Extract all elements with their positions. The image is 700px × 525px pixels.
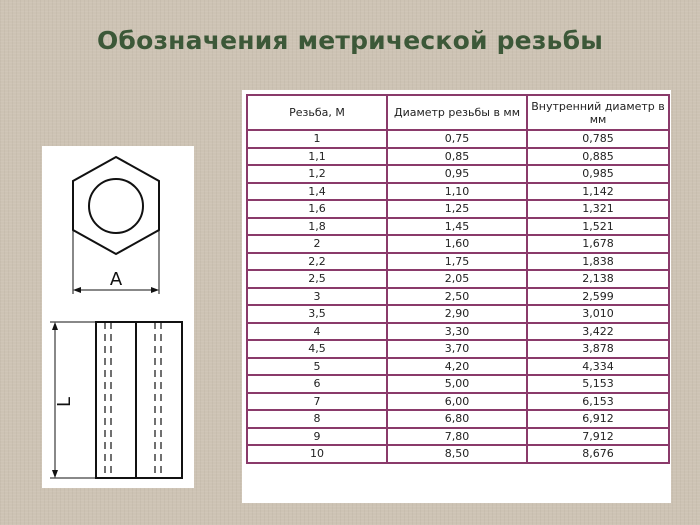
cell-thread-diameter: 8,50	[387, 445, 527, 463]
cell-inner-diameter: 6,153	[527, 393, 669, 411]
table-row	[247, 253, 669, 271]
table-row	[247, 445, 669, 463]
cell-thread-size: 1	[247, 130, 387, 148]
header-inner-diameter: Внутренний диаметр в мм	[527, 95, 669, 130]
table-row	[247, 428, 669, 446]
cell-inner-diameter: 3,422	[527, 323, 669, 341]
cell-inner-diameter: 8,676	[527, 445, 669, 463]
cell-thread-diameter: 0,95	[387, 165, 527, 183]
nut-side-outline	[96, 322, 182, 478]
cell-inner-diameter: 5,153	[527, 375, 669, 393]
cell-thread-diameter: 5,00	[387, 375, 527, 393]
cell-thread-diameter: 2,50	[387, 288, 527, 306]
dimension-label-a: А	[109, 269, 123, 290]
table-row	[247, 270, 669, 288]
cell-thread-diameter: 1,60	[387, 235, 527, 253]
cell-thread-diameter: 1,45	[387, 218, 527, 236]
table-row	[247, 183, 669, 201]
table-row	[247, 375, 669, 393]
thread-table-panel	[242, 90, 671, 503]
nut-drawing-panel	[42, 146, 194, 488]
dimension-label-l: L	[54, 396, 75, 408]
cell-thread-size: 3,5	[247, 305, 387, 323]
cell-thread-size: 1,2	[247, 165, 387, 183]
cell-thread-diameter: 1,25	[387, 200, 527, 218]
table-header-row	[247, 95, 669, 130]
cell-inner-diameter: 1,838	[527, 253, 669, 271]
cell-thread-size: 4,5	[247, 340, 387, 358]
table-row	[247, 305, 669, 323]
cell-thread-diameter: 0,75	[387, 130, 527, 148]
cell-inner-diameter: 1,142	[527, 183, 669, 201]
cell-thread-diameter: 6,00	[387, 393, 527, 411]
table-row	[247, 410, 669, 428]
cell-inner-diameter: 2,599	[527, 288, 669, 306]
cell-thread-size: 9	[247, 428, 387, 446]
cell-thread-size: 1,4	[247, 183, 387, 201]
cell-inner-diameter: 1,521	[527, 218, 669, 236]
header-thread-size: Резьба, М	[247, 95, 387, 130]
cell-thread-diameter: 1,75	[387, 253, 527, 271]
cell-thread-diameter: 4,20	[387, 358, 527, 376]
header-thread-diameter: Диаметр резьбы в мм	[387, 95, 527, 130]
slide-title: Обозначения метрической резьбы	[96, 26, 604, 55]
cell-thread-size: 7	[247, 393, 387, 411]
cell-thread-diameter: 0,85	[387, 148, 527, 166]
table-row	[247, 340, 669, 358]
cell-inner-diameter: 1,321	[527, 200, 669, 218]
table-row	[247, 393, 669, 411]
table-row	[247, 235, 669, 253]
cell-inner-diameter: 3,010	[527, 305, 669, 323]
cell-thread-diameter: 2,90	[387, 305, 527, 323]
cell-inner-diameter: 1,678	[527, 235, 669, 253]
table-row	[247, 130, 669, 148]
cell-thread-size: 1,1	[247, 148, 387, 166]
table-row	[247, 288, 669, 306]
cell-thread-size: 6	[247, 375, 387, 393]
cell-inner-diameter: 7,912	[527, 428, 669, 446]
cell-thread-diameter: 2,05	[387, 270, 527, 288]
cell-thread-size: 2	[247, 235, 387, 253]
cell-thread-diameter: 6,80	[387, 410, 527, 428]
cell-thread-size: 1,8	[247, 218, 387, 236]
table-row	[247, 358, 669, 376]
cell-thread-diameter: 3,30	[387, 323, 527, 341]
cell-thread-size: 1,6	[247, 200, 387, 218]
table-row	[247, 323, 669, 341]
cell-thread-size: 2,5	[247, 270, 387, 288]
cell-thread-diameter: 3,70	[387, 340, 527, 358]
table-row	[247, 148, 669, 166]
nut-drawing	[42, 146, 194, 488]
cell-inner-diameter: 0,785	[527, 130, 669, 148]
cell-inner-diameter: 4,334	[527, 358, 669, 376]
cell-thread-size: 3	[247, 288, 387, 306]
cell-inner-diameter: 6,912	[527, 410, 669, 428]
cell-thread-diameter: 1,10	[387, 183, 527, 201]
hex-nut-outline	[73, 157, 159, 254]
cell-thread-size: 8	[247, 410, 387, 428]
cell-inner-diameter: 3,878	[527, 340, 669, 358]
table-row	[247, 218, 669, 236]
table-row	[247, 165, 669, 183]
cell-thread-size: 2,2	[247, 253, 387, 271]
table-row	[247, 200, 669, 218]
cell-inner-diameter: 0,985	[527, 165, 669, 183]
cell-thread-size: 4	[247, 323, 387, 341]
cell-thread-diameter: 7,80	[387, 428, 527, 446]
nut-bore-circle	[89, 179, 143, 233]
cell-thread-size: 10	[247, 445, 387, 463]
metric-thread-table	[246, 94, 670, 464]
cell-inner-diameter: 0,885	[527, 148, 669, 166]
cell-inner-diameter: 2,138	[527, 270, 669, 288]
cell-thread-size: 5	[247, 358, 387, 376]
